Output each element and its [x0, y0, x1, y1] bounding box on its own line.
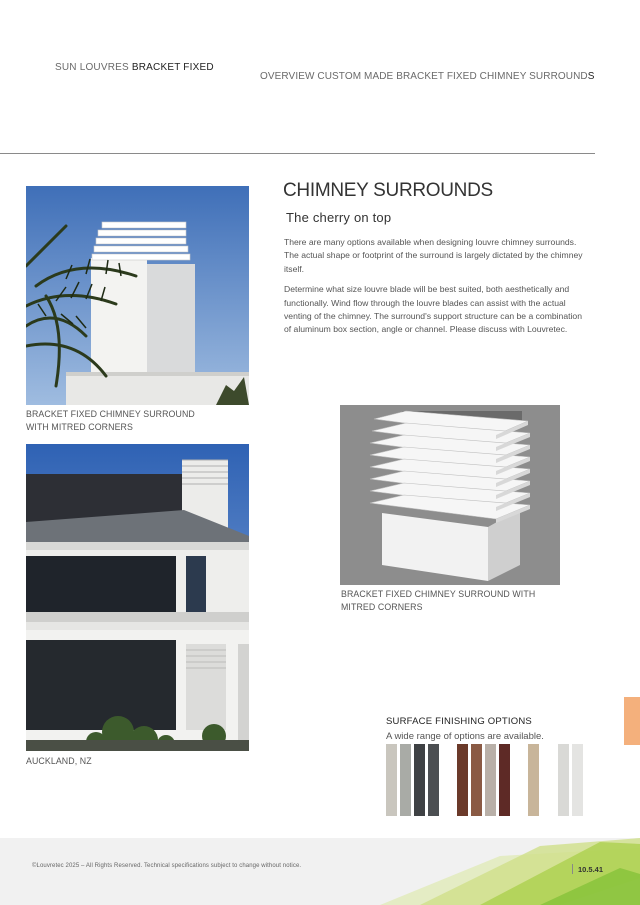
finishes-subtitle: A wide range of options are available.: [386, 731, 544, 742]
finish-swatch: [471, 744, 482, 816]
page-number-divider: [572, 864, 573, 874]
page-subtitle: The cherry on top: [286, 210, 392, 225]
render-caption: [341, 588, 535, 613]
photo2-caption: AUCKLAND, NZ: [26, 756, 92, 766]
finishes-title: SURFACE FINISHING OPTIONS: [386, 716, 532, 727]
finish-swatch: [400, 744, 411, 816]
copyright-text: ©Louvretec 2025 – All Rights Reserved. Technical specifications subject to change without notice.: [32, 863, 302, 869]
finish-swatch: [428, 744, 439, 816]
breadcrumb-text: OVERVIEW CUSTOM MADE BRACKET FIXED CHIMNEY SURROUND: [260, 71, 588, 82]
paragraph: There are many options available when designing louvre chimney surrounds. The actual shape or footprint of the surround is largely dictated by the chimney itself.: [284, 237, 583, 274]
caption-line: MITRED CORNERS: [341, 601, 423, 612]
caption-line: BRACKET FIXED CHIMNEY SURROUND WITH: [341, 589, 536, 599]
finish-swatch: [558, 744, 569, 816]
finish-swatch: [499, 744, 510, 816]
finish-swatch: [485, 744, 496, 816]
paragraph: Determine what size louvre blade will be best suited, both aesthetically and functionally. Wind flow through the louvre blades can assist with the actual venting of the chimney. The surround's support structure can be a combination of aluminum box section, angle or channel. Please discuss with Louvretec.: [284, 284, 582, 335]
building-photo: [26, 444, 249, 751]
finish-swatch: [457, 744, 468, 816]
section-label: [55, 62, 214, 73]
finish-swatch: [572, 744, 583, 816]
breadcrumb-nav: [260, 71, 595, 82]
body-text: [284, 236, 589, 344]
footer-graphic: [0, 838, 640, 905]
finish-swatch: [528, 744, 539, 816]
section-prefix: SUN LOUVRES: [55, 62, 132, 73]
caption-line: BRACKET FIXED CHIMNEY SURROUND: [26, 409, 195, 419]
breadcrumb-suffix: S: [587, 71, 595, 82]
finish-swatch: [386, 744, 397, 816]
chimney-photo-1: [26, 186, 249, 405]
caption-line: WITH MITRED CORNERS: [26, 421, 133, 432]
header-divider: [0, 153, 595, 154]
section-bold: BRACKET FIXED: [131, 62, 214, 73]
finish-swatch: [414, 744, 425, 816]
photo1-caption: [26, 408, 195, 433]
page-number: 10.5.41: [578, 865, 604, 874]
footer: [0, 838, 640, 905]
chimney-render: [340, 405, 560, 585]
section-tab: [624, 697, 640, 745]
page-title: CHIMNEY SURROUNDS: [283, 180, 493, 201]
